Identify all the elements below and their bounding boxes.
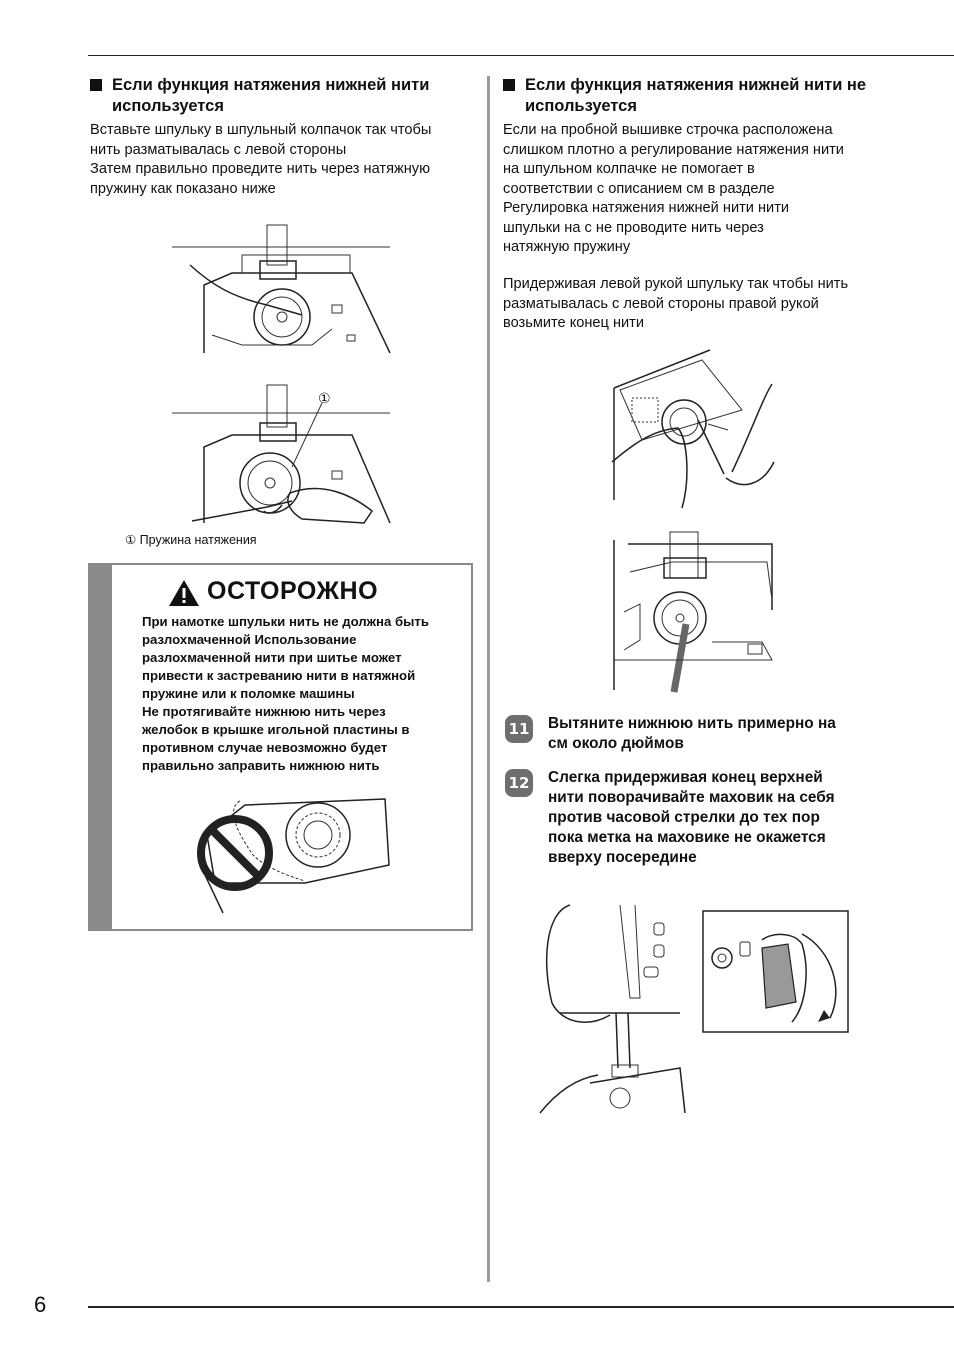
bobbin-case-illustration-2 [172,385,392,525]
left-section-heading [90,75,480,119]
right-heading-text: Если функция натяжения нижней нити не используется [525,76,867,115]
handwheel-detail-illustration [702,910,850,1034]
prohibited-threading-illustration [195,795,395,915]
caution-side-bar [88,563,112,931]
left-paragraph: Вставьте шпульку в шпульный колпачок так чтобы нить разматывалась с левой стороны Затем правильно проведите нить через натяжную пружину как показано ниже [90,122,432,197]
step-11-icon: 11 [505,715,533,743]
figure-caption: ① Пружина натяжения [125,533,257,547]
caution-title: ОСТОРОЖНО [207,577,379,605]
right-paragraph-2: Придерживая левой рукой шпульку так чтобы нить разматывалась с левой стороны правой рукой возьмите конец нити [503,276,849,331]
black-square-icon [503,79,515,91]
top-rule [88,55,954,56]
black-square-icon [90,79,102,91]
prohibited-circle-icon [201,819,269,887]
hand-holding-bobbin-illustration [612,350,777,510]
column-divider [487,76,490,1282]
pull-thread-illustration [612,532,777,692]
bobbin-case-illustration-1 [172,225,392,355]
sewing-machine-illustration [540,903,685,1118]
left-heading-text: Если функция натяжения нижней нити используется [112,76,430,115]
warning-triangle-icon [168,579,200,607]
step-12-text: Слегка придерживая конец верхней нити поворачивайте маховик на себя против часовой стрелки до тех пор пока метка на маховике не окажется вверху посередине [548,769,835,866]
step-12-icon: 12 [505,769,533,797]
right-paragraph-1: Если на пробной вышивке строчка расположена слишком плотно а регулирование натяжения нити на шпульном колпачке не помогает в соответствии с описанием см в разделе Регулировка натяжения нижней нити нити шпульки на с не проводите нить через натяжную пружину [503,122,844,255]
caution-text: При намотке шпульки нить не должна быть разлохмаченной Использование разлохмаченной нити при шитье может привести к застреванию нити в натяжной пружине или к поломке машины Не протягивайте нижнюю нить через желобок в крышке игольной пластины в противном случае невозможно будет правильно заправить нижнюю нить [142,614,429,773]
bottom-rule [88,1306,954,1308]
page-number: 6 [34,1292,47,1317]
right-section-heading [503,75,903,119]
step-11-text: Вытяните нижнюю нить примерно на см около дюймов [548,715,836,752]
spring-callout-number: ① [318,390,331,406]
